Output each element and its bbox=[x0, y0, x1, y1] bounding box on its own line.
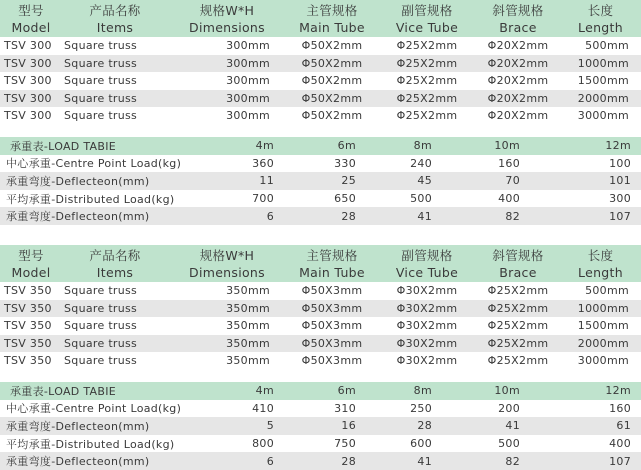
load-value: 400 bbox=[562, 435, 641, 453]
spec-cell: TSV 300 bbox=[0, 55, 62, 73]
table-row bbox=[0, 207, 641, 225]
load-label: 中心承重-Centre Point Load(kg) bbox=[0, 400, 220, 418]
load-table-title: 承重表-LOAD TABIE bbox=[0, 137, 220, 155]
spec-cell: Φ25X2mm bbox=[378, 55, 476, 73]
load-value: 5 bbox=[220, 417, 300, 435]
spec-table bbox=[0, 37, 641, 125]
spec-cell: 300mm bbox=[168, 37, 286, 55]
spec-cell: Square truss bbox=[62, 352, 168, 370]
spec-cell: 500mm bbox=[560, 282, 641, 300]
header-dimensions: 规格W*H Dimensions bbox=[168, 245, 286, 282]
spec-cell: Φ30X2mm bbox=[378, 282, 476, 300]
load-value: 160 bbox=[562, 400, 641, 418]
load-value: 240 bbox=[384, 155, 468, 173]
load-label: 承重弯度-Deflecteon(mm) bbox=[0, 207, 220, 225]
table-row bbox=[0, 190, 641, 208]
spec-cell: Square truss bbox=[62, 317, 168, 335]
header-length: 长度 Length bbox=[560, 245, 641, 282]
load-value: 750 bbox=[300, 435, 384, 453]
spec-cell: Square truss bbox=[62, 335, 168, 353]
spec-cell: Φ25X2mm bbox=[476, 317, 560, 335]
spec-cell: 300mm bbox=[168, 72, 286, 90]
load-value: 82 bbox=[468, 452, 562, 470]
spec-cell: Φ20X2mm bbox=[476, 72, 560, 90]
spec-cell: Φ25X2mm bbox=[476, 335, 560, 353]
span-length: 8m bbox=[384, 382, 468, 400]
load-value: 28 bbox=[300, 207, 384, 225]
load-value: 410 bbox=[220, 400, 300, 418]
load-label: 承重弯度-Deflecteon(mm) bbox=[0, 452, 220, 470]
load-value: 16 bbox=[300, 417, 384, 435]
spec-cell: Φ50X2mm bbox=[286, 37, 378, 55]
spec-cell: Φ30X2mm bbox=[378, 335, 476, 353]
spec-cell: Square truss bbox=[62, 72, 168, 90]
load-value: 160 bbox=[468, 155, 562, 173]
spec-cell: Φ25X2mm bbox=[378, 72, 476, 90]
load-value: 500 bbox=[384, 190, 468, 208]
load-value: 107 bbox=[562, 207, 641, 225]
span-length: 4m bbox=[220, 382, 300, 400]
load-value: 700 bbox=[220, 190, 300, 208]
load-value: 82 bbox=[468, 207, 562, 225]
spec-cell: Φ30X2mm bbox=[378, 317, 476, 335]
truss-section-tsv350 bbox=[0, 245, 641, 370]
span-length: 8m bbox=[384, 137, 468, 155]
spec-cell: Square truss bbox=[62, 55, 168, 73]
span-length: 6m bbox=[300, 137, 384, 155]
load-value: 250 bbox=[384, 400, 468, 418]
spec-cell: Φ50X2mm bbox=[286, 107, 378, 125]
table-row bbox=[0, 300, 641, 318]
table-row bbox=[0, 335, 641, 353]
table-row bbox=[0, 37, 641, 55]
spec-cell: 500mm bbox=[560, 37, 641, 55]
spec-cell: Φ20X2mm bbox=[476, 107, 560, 125]
spec-cell: 2000mm bbox=[560, 335, 641, 353]
spec-cell: 1000mm bbox=[560, 55, 641, 73]
table-row bbox=[0, 155, 641, 173]
spec-cell: TSV 300 bbox=[0, 37, 62, 55]
spec-cell: Φ50X3mm bbox=[286, 282, 378, 300]
spec-cell: Φ50X2mm bbox=[286, 55, 378, 73]
table-row bbox=[0, 55, 641, 73]
header-vice-tube: 副管规格 Vice Tube bbox=[378, 0, 476, 37]
spec-cell: TSV 350 bbox=[0, 317, 62, 335]
spec-cell: TSV 300 bbox=[0, 107, 62, 125]
load-table-header bbox=[0, 382, 641, 400]
load-value: 800 bbox=[220, 435, 300, 453]
spec-cell: TSV 300 bbox=[0, 90, 62, 108]
load-value: 28 bbox=[384, 417, 468, 435]
table-row bbox=[0, 317, 641, 335]
spec-cell: Φ20X2mm bbox=[476, 90, 560, 108]
load-value: 11 bbox=[220, 172, 300, 190]
spec-cell: Square truss bbox=[62, 107, 168, 125]
load-value: 70 bbox=[468, 172, 562, 190]
spec-cell: TSV 350 bbox=[0, 300, 62, 318]
load-table bbox=[0, 382, 641, 470]
load-table-title: 承重表-LOAD TABIE bbox=[0, 382, 220, 400]
spec-cell: Square truss bbox=[62, 37, 168, 55]
spec-cell: Φ20X2mm bbox=[476, 37, 560, 55]
load-value: 650 bbox=[300, 190, 384, 208]
spec-header bbox=[0, 245, 641, 282]
header-main-tube: 主管规格 Main Tube bbox=[286, 0, 378, 37]
table-row bbox=[0, 400, 641, 418]
load-label: 承重弯度-Deflecteon(mm) bbox=[0, 172, 220, 190]
table-row bbox=[0, 435, 641, 453]
spec-cell: Φ30X2mm bbox=[378, 352, 476, 370]
load-value: 310 bbox=[300, 400, 384, 418]
spec-cell: 2000mm bbox=[560, 90, 641, 108]
load-value: 500 bbox=[468, 435, 562, 453]
load-value: 107 bbox=[562, 452, 641, 470]
spec-cell: Φ25X2mm bbox=[378, 37, 476, 55]
load-label: 平均承重-Distributed Load(kg) bbox=[0, 435, 220, 453]
span-length: 12m bbox=[562, 382, 641, 400]
load-section-tsv300 bbox=[0, 137, 641, 225]
table-row bbox=[0, 90, 641, 108]
load-value: 45 bbox=[384, 172, 468, 190]
spec-cell: 300mm bbox=[168, 90, 286, 108]
load-value: 200 bbox=[468, 400, 562, 418]
spec-cell: Φ25X2mm bbox=[476, 352, 560, 370]
table-row bbox=[0, 452, 641, 470]
header-item: 产品名称 Items bbox=[62, 0, 168, 37]
spec-cell: TSV 300 bbox=[0, 72, 62, 90]
spec-cell: TSV 350 bbox=[0, 335, 62, 353]
spec-cell: Φ50X3mm bbox=[286, 352, 378, 370]
spec-cell: 350mm bbox=[168, 352, 286, 370]
spec-cell: TSV 350 bbox=[0, 352, 62, 370]
spec-cell: 300mm bbox=[168, 55, 286, 73]
load-label: 承重弯度-Deflecteon(mm) bbox=[0, 417, 220, 435]
load-value: 600 bbox=[384, 435, 468, 453]
spec-cell: 350mm bbox=[168, 317, 286, 335]
span-length: 10m bbox=[468, 137, 562, 155]
spec-cell: Φ50X3mm bbox=[286, 317, 378, 335]
spec-cell: Φ50X3mm bbox=[286, 300, 378, 318]
table-row bbox=[0, 352, 641, 370]
table-row bbox=[0, 417, 641, 435]
header-main-tube: 主管规格 Main Tube bbox=[286, 245, 378, 282]
header-brace: 斜管规格 Brace bbox=[476, 0, 560, 37]
load-value: 28 bbox=[300, 452, 384, 470]
spec-cell: Φ25X2mm bbox=[476, 300, 560, 318]
header-vice-tube: 副管规格 Vice Tube bbox=[378, 245, 476, 282]
spec-cell: Φ25X2mm bbox=[378, 90, 476, 108]
spec-cell: Φ20X2mm bbox=[476, 55, 560, 73]
spec-cell: Φ50X2mm bbox=[286, 72, 378, 90]
load-value: 400 bbox=[468, 190, 562, 208]
spec-cell: 350mm bbox=[168, 300, 286, 318]
load-table bbox=[0, 137, 641, 225]
header-item: 产品名称 Items bbox=[62, 245, 168, 282]
spec-cell: Φ30X2mm bbox=[378, 300, 476, 318]
load-table-header bbox=[0, 137, 641, 155]
table-row bbox=[0, 72, 641, 90]
spec-cell: 350mm bbox=[168, 335, 286, 353]
header-model: 型号 Model bbox=[0, 0, 62, 37]
load-value: 101 bbox=[562, 172, 641, 190]
load-label: 平均承重-Distributed Load(kg) bbox=[0, 190, 220, 208]
header-length: 长度 Length bbox=[560, 0, 641, 37]
load-value: 360 bbox=[220, 155, 300, 173]
load-value: 41 bbox=[384, 207, 468, 225]
load-value: 41 bbox=[384, 452, 468, 470]
spec-cell: 1500mm bbox=[560, 72, 641, 90]
header-model: 型号 Model bbox=[0, 245, 62, 282]
load-value: 100 bbox=[562, 155, 641, 173]
load-value: 6 bbox=[220, 452, 300, 470]
spec-cell: Φ50X3mm bbox=[286, 335, 378, 353]
spec-cell: TSV 350 bbox=[0, 282, 62, 300]
load-section-tsv350 bbox=[0, 382, 641, 470]
table-row bbox=[0, 107, 641, 125]
load-label: 中心承重-Centre Point Load(kg) bbox=[0, 155, 220, 173]
header-dimensions: 规格W*H Dimensions bbox=[168, 0, 286, 37]
load-value: 41 bbox=[468, 417, 562, 435]
spec-cell: Square truss bbox=[62, 90, 168, 108]
spec-cell: Square truss bbox=[62, 300, 168, 318]
load-value: 300 bbox=[562, 190, 641, 208]
span-length: 12m bbox=[562, 137, 641, 155]
spec-cell: 300mm bbox=[168, 107, 286, 125]
span-length: 10m bbox=[468, 382, 562, 400]
spec-cell: 3000mm bbox=[560, 352, 641, 370]
spec-cell: 350mm bbox=[168, 282, 286, 300]
load-value: 61 bbox=[562, 417, 641, 435]
table-row bbox=[0, 172, 641, 190]
table-row bbox=[0, 282, 641, 300]
header-brace: 斜管规格 Brace bbox=[476, 245, 560, 282]
spec-cell: Square truss bbox=[62, 282, 168, 300]
spec-cell: 1500mm bbox=[560, 317, 641, 335]
spec-table bbox=[0, 282, 641, 370]
spec-cell: 1000mm bbox=[560, 300, 641, 318]
load-value: 25 bbox=[300, 172, 384, 190]
span-length: 6m bbox=[300, 382, 384, 400]
load-value: 330 bbox=[300, 155, 384, 173]
spec-cell: Φ50X2mm bbox=[286, 90, 378, 108]
span-length: 4m bbox=[220, 137, 300, 155]
spec-cell: 3000mm bbox=[560, 107, 641, 125]
spec-header bbox=[0, 0, 641, 37]
truss-section-tsv300 bbox=[0, 0, 641, 125]
spec-cell: Φ25X2mm bbox=[476, 282, 560, 300]
spec-cell: Φ25X2mm bbox=[378, 107, 476, 125]
load-value: 6 bbox=[220, 207, 300, 225]
